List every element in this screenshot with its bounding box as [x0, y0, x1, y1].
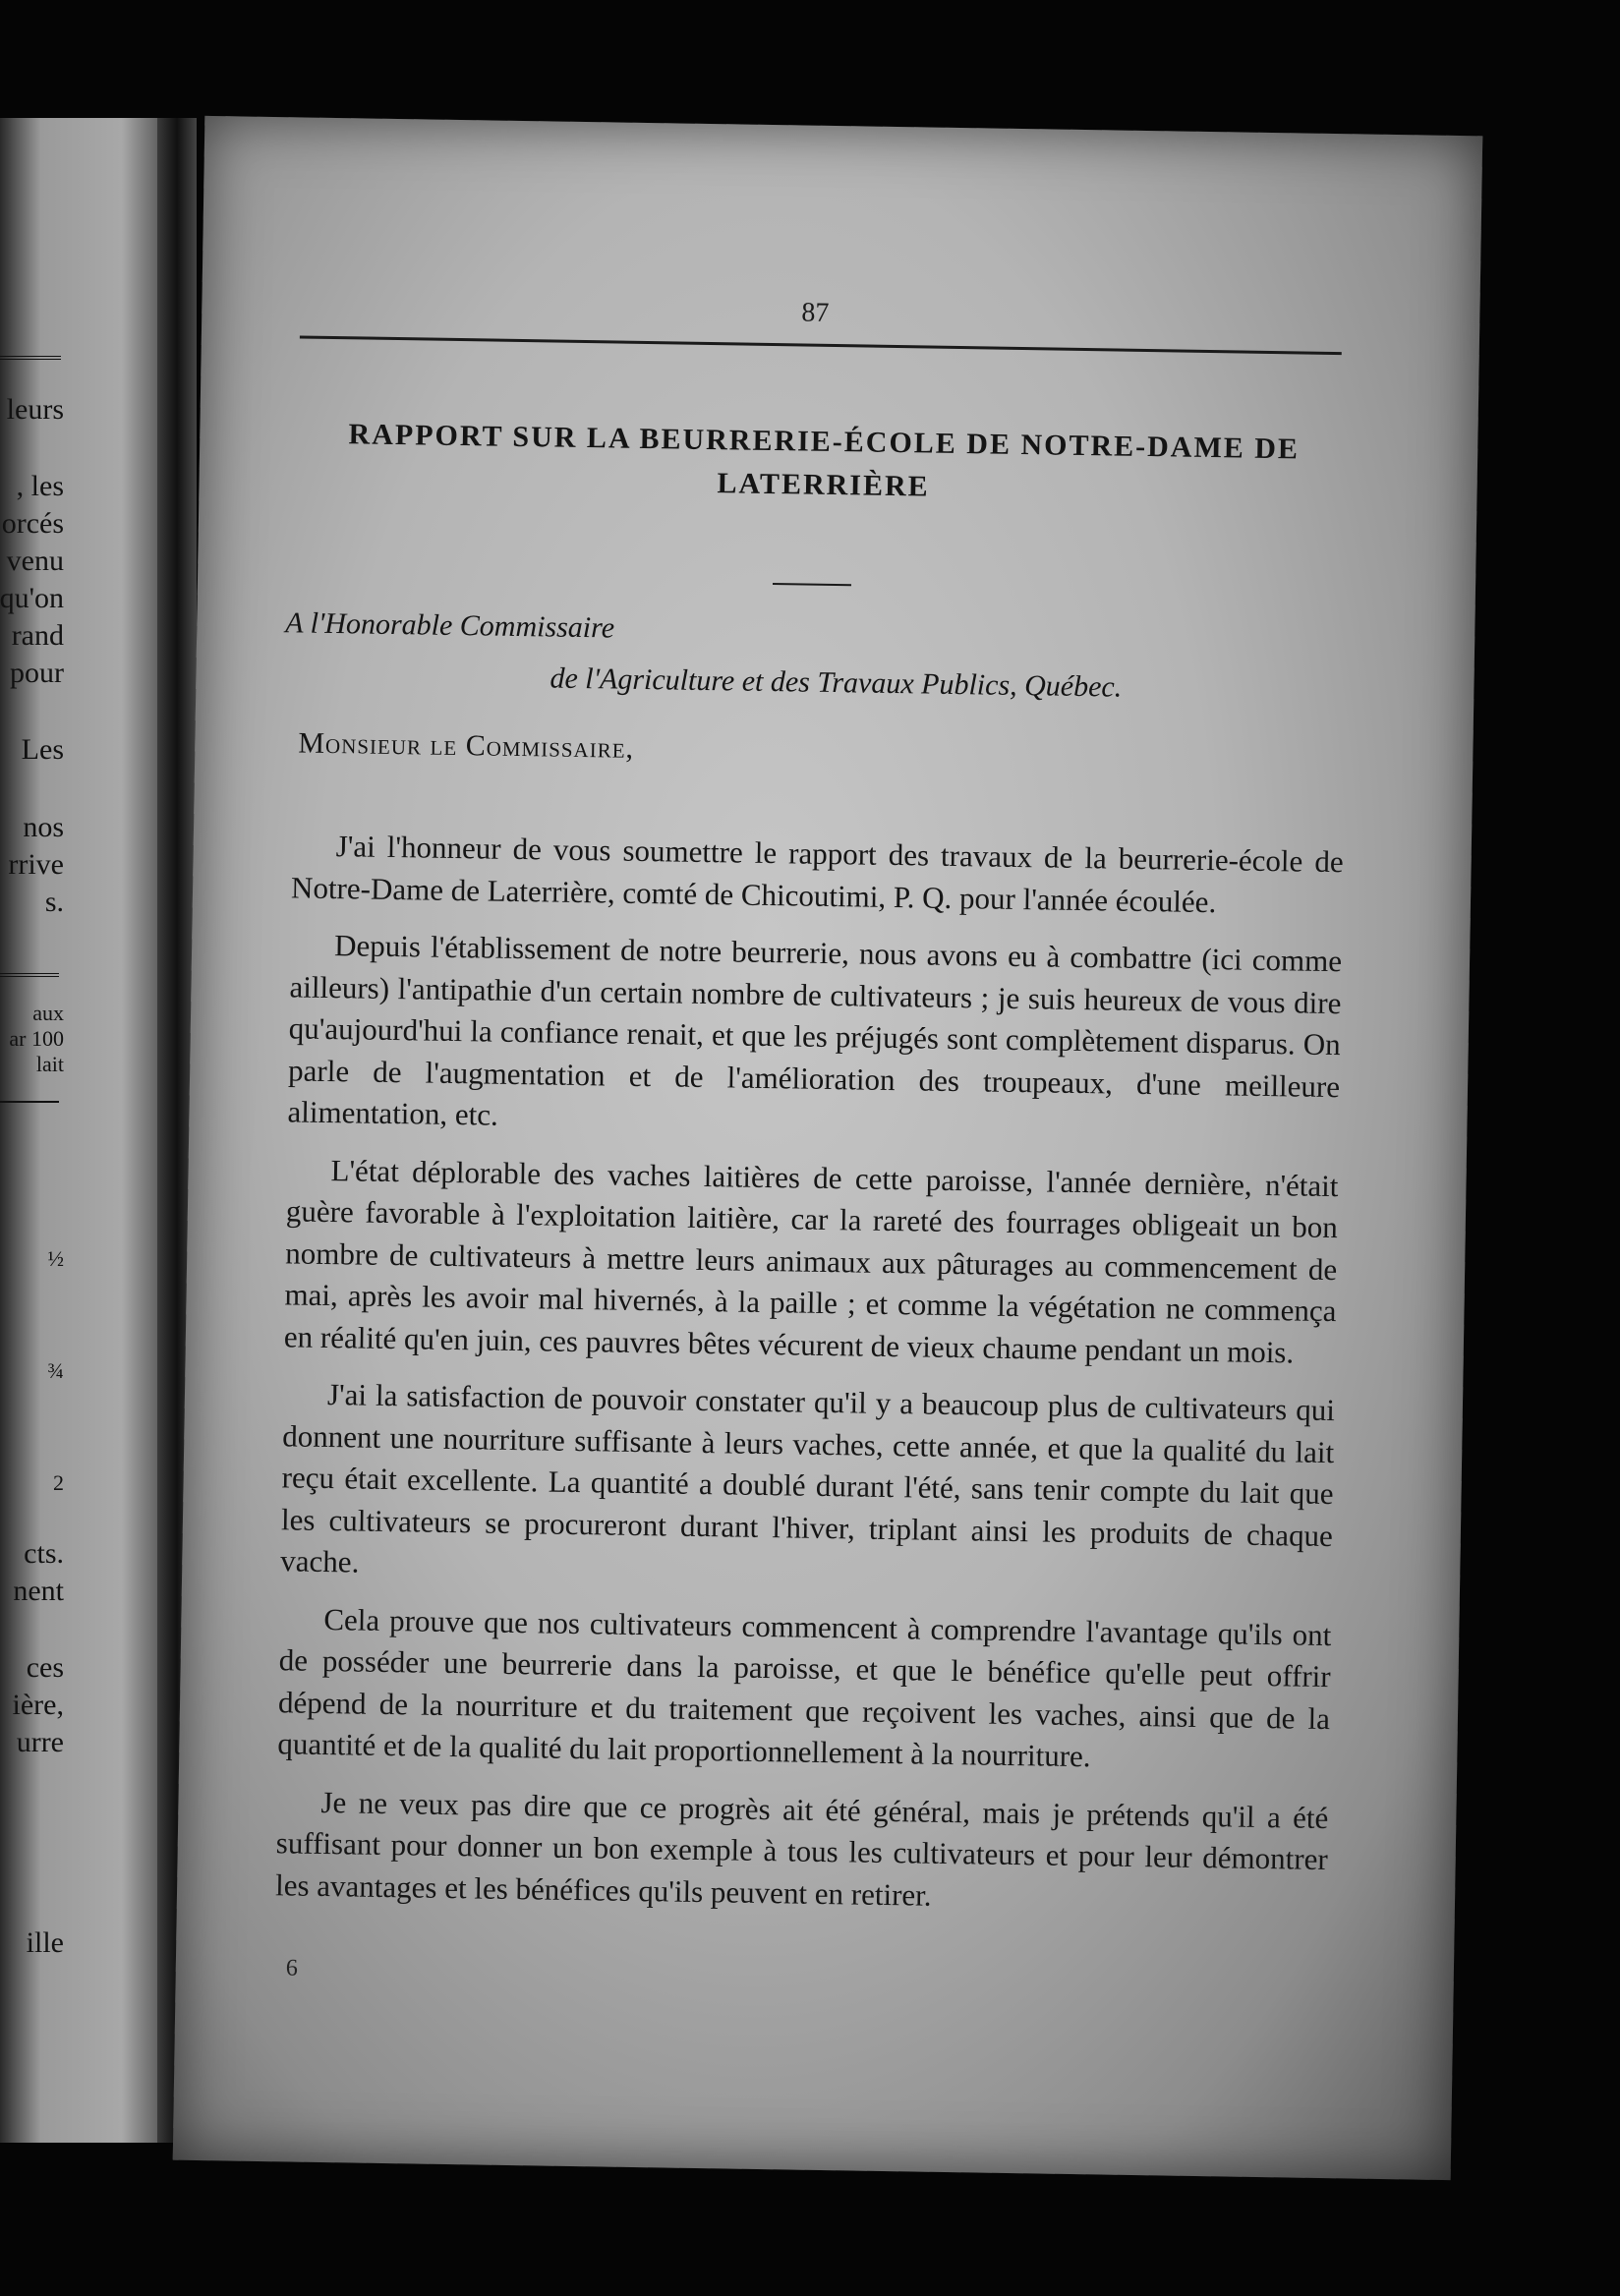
- title-rule: [773, 583, 851, 586]
- paragraph: Depuis l'établissement de notre beurrerie, nous avons eu à combattre (ici comme ailleurs) l'antipathie d'un certain nombre de cultivateurs ; je suis heureux de vous dire qu'aujourd'hui la confiance renait, et que les préjugés sont complètement disparus. On parle de l'augmentation et de l'amélioration des troupeaux, d'une meilleure alimentation, etc.: [287, 928, 1343, 1132]
- left-fragment: venu: [6, 545, 64, 577]
- header-rule: [300, 335, 1342, 355]
- title-line-2: LATERRIÈRE: [717, 467, 930, 503]
- report-title: [297, 412, 1350, 515]
- left-fragment: nent: [13, 1575, 64, 1607]
- left-fragment: Les: [21, 733, 64, 766]
- salutation: Monsieur le Commissaire,: [298, 726, 635, 765]
- left-fragment: rand: [11, 619, 64, 652]
- paragraph: L'état déplorable des vaches laitières de cette paroisse, l'année dernière, n'était guère favorable à l'exploitation laitière, car la rareté des fourrages obligeait un bon nombre de cultivateurs à mettre leurs animaux aux pâturages au commencement de mai, après les avoir mal hivernés, à la paille ; et comme la végétation ne commença en réalité qu'en juin, ces pauvres bêtes vécurent de vieux chaume pendant un mois.: [283, 1152, 1339, 1369]
- left-fragment: nos: [23, 811, 64, 843]
- left-fragment: 2: [53, 1470, 64, 1495]
- left-fragment: ar 100: [9, 1026, 64, 1051]
- paragraph: J'ai l'honneur de vous soumettre le rapport des travaux de la beurrerie-école de Notre-Dame de Laterrière, comté de Chicoutimi, P. Q. pour l'année écoulée.: [290, 829, 1344, 919]
- signature-mark: 6: [285, 1955, 299, 1981]
- address-line-2: de l'Agriculture et des Travaux Publics, Québec.: [550, 661, 1123, 704]
- paragraph: Je ne veux pas dire que ce progrès ait été général, mais je prétends qu'il a été suffisant pour donner un bon exemple à tous les cultivateurs et pour leur démontrer les avantages et les bénéfices qu'ils peuvent en retirer.: [274, 1784, 1329, 1913]
- left-fragment: lait: [35, 1052, 64, 1076]
- left-page-rule: [0, 973, 59, 977]
- left-fragment: ½: [47, 1246, 64, 1271]
- left-fragment: s.: [44, 886, 64, 918]
- left-page-rule: [0, 356, 61, 360]
- left-fragment: orcés: [1, 507, 64, 540]
- title-line-1: RAPPORT SUR LA BEURRERIE-ÉCOLE DE NOTRE-DAME DE: [348, 418, 1301, 466]
- report-page: [173, 116, 1483, 2180]
- left-fragment: urre: [16, 1726, 64, 1758]
- left-page-rule: [0, 1101, 59, 1103]
- left-fragment: , les: [16, 470, 64, 502]
- paragraph: Cela prouve que nos cultivateurs commencent à comprendre l'avantage qu'ils ont de posséder une beurrerie dans la paroisse, et que le bénéfice qu'elle peut offrir dépend de la nourriture et du traitement que reçoivent les vaches, ainsi que de la quantité et de la qualité du lait proportionnellement à la nourriture.: [277, 1601, 1332, 1774]
- report-body: [275, 825, 1344, 1938]
- left-fragment: pour: [10, 657, 64, 689]
- page-number: 87: [801, 297, 830, 328]
- left-fragment: ces: [26, 1651, 64, 1684]
- left-fragment: leurs: [6, 393, 64, 426]
- address-line-1: A l'Honorable Commissaire: [285, 606, 615, 645]
- left-fragment: ille: [26, 1926, 64, 1959]
- left-fragment: qu'on: [0, 582, 64, 614]
- left-fragment: rrive: [8, 848, 64, 881]
- left-fragment: ¾: [47, 1358, 64, 1383]
- left-fragment: cts.: [24, 1537, 64, 1570]
- left-page-fragment: [0, 118, 162, 2143]
- left-fragment: ière,: [12, 1689, 64, 1721]
- paragraph: J'ai la satisfaction de pouvoir constater qu'il y a beaucoup plus de cultivateurs qui donnent une nourriture suffisante à leurs vaches, cette année, et que la qualité du lait reçu était excellente. La quantité a doublé durant l'été, sans tenir compte du lait que les cultivateurs se procureront durant l'hiver, triplant ainsi les produits de chaque vache.: [280, 1377, 1336, 1579]
- left-fragment: aux: [32, 1001, 64, 1025]
